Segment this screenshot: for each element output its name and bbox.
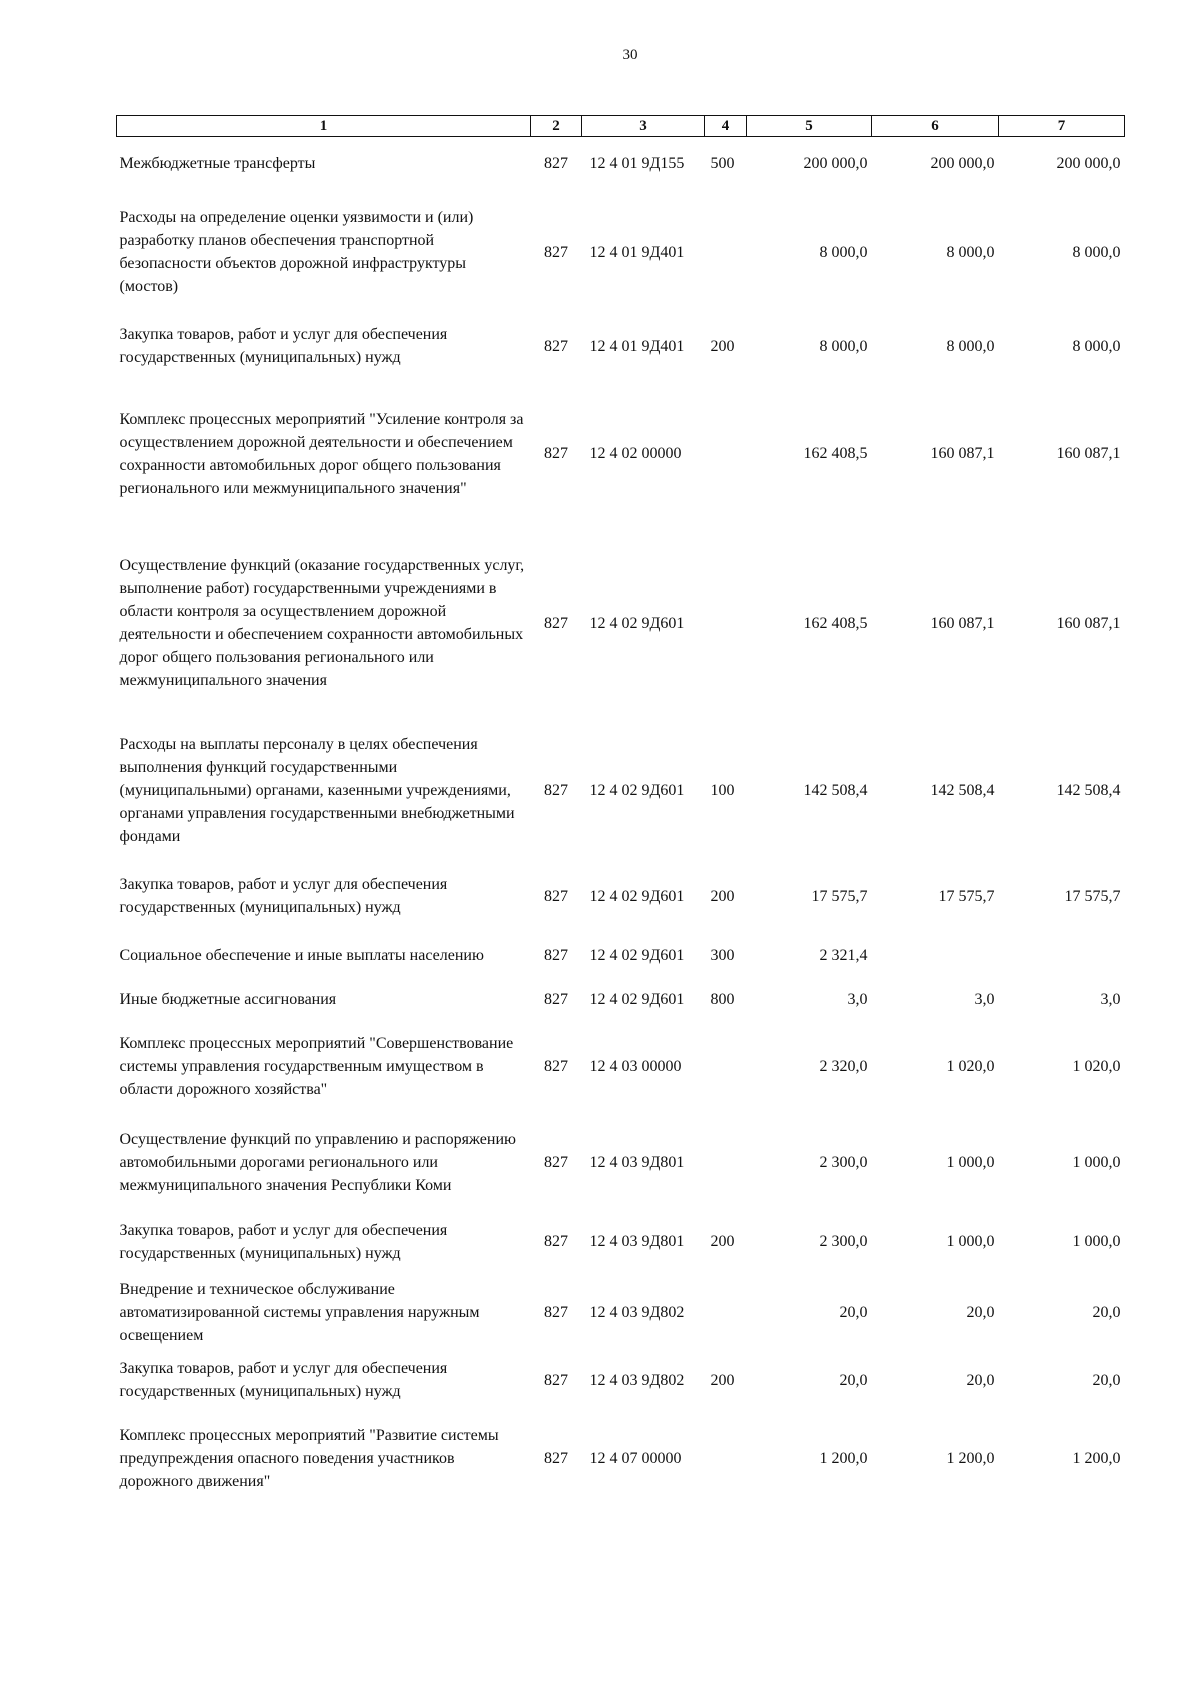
row-amount-year3: 200 000,0 <box>1056 154 1121 172</box>
row-amount-year1: 142 508,4 <box>803 781 868 799</box>
row-expense-type <box>705 530 747 717</box>
row-name: Закупка товаров, работ и услуг для обеспечения государственных (муниципальных) нужд <box>119 326 448 366</box>
column-header-6: 6 <box>872 116 999 137</box>
row-name: Комплекс процессных мероприятий "Усиление контроля за осуществлением дорожной деятельности и обеспечением сохранности автомобильных дорог общего пользования регионального или межмуниципального значения" <box>119 410 524 497</box>
row-expense-type: 100 <box>710 781 735 799</box>
row-name: Иные бюджетные ассигнования <box>119 991 337 1008</box>
table-body <box>117 137 1125 1507</box>
row-amount-year2: 20,0 <box>966 1303 995 1321</box>
row-admin-code: 827 <box>544 1058 568 1075</box>
row-amount-year1: 2 320,0 <box>819 1058 868 1075</box>
row-amount-year2: 142 508,4 <box>930 781 995 799</box>
table-row <box>117 1116 1125 1210</box>
row-expense-type: 200 <box>710 887 735 905</box>
row-amount-year3: 1 000,0 <box>1072 1233 1121 1250</box>
row-amount-year1: 17 575,7 <box>811 887 868 905</box>
column-header-7: 7 <box>999 116 1125 137</box>
row-amount-year2: 160 087,1 <box>930 614 995 632</box>
table-row <box>117 1410 1125 1507</box>
row-amount-year3: 20,0 <box>1092 1303 1121 1321</box>
row-amount-year1: 2 321,4 <box>819 946 868 964</box>
row-name: Закупка товаров, работ и услуг для обеспечения государственных (муниципальных) нужд <box>119 1221 448 1262</box>
row-expense-type <box>705 1410 747 1507</box>
row-amount-year3: 142 508,4 <box>1056 781 1121 799</box>
row-admin-code: 827 <box>544 1233 568 1250</box>
row-amount-year2: 1 020,0 <box>946 1058 995 1075</box>
row-admin-code: 827 <box>544 887 568 905</box>
row-name: Закупка товаров, работ и услуг для обеспечения государственных (муниципальных) нужд <box>119 876 448 916</box>
row-amount-year2: 8 000,0 <box>946 243 995 261</box>
table-row <box>117 1210 1125 1274</box>
row-target-code: 12 4 03 9Д801 <box>589 1233 685 1250</box>
row-amount-year3: 17 575,7 <box>1064 887 1121 905</box>
row-target-code: 12 4 02 9Д601 <box>589 946 685 964</box>
row-amount-year3 <box>999 929 1125 982</box>
row-admin-code: 827 <box>544 1371 568 1389</box>
row-admin-code: 827 <box>544 1449 568 1467</box>
row-admin-code: 827 <box>544 1303 568 1321</box>
row-amount-year1: 1 200,0 <box>819 1449 868 1467</box>
row-admin-code: 827 <box>544 781 568 799</box>
row-name: Расходы на выплаты персоналу в целях обеспечения выполнения функций государственными (муниципальными) органами, казенными учреждениями, органами управления государственными внебюджетными фондами <box>119 735 515 845</box>
row-expense-type <box>705 1274 747 1351</box>
table-row <box>117 864 1125 929</box>
page-number: 30 <box>622 47 638 63</box>
table-row <box>117 982 1125 1018</box>
row-name: Осуществление функций по управлению и распоряжению автомобильными дорогами регионального или межмуниципального значения Республики Коми <box>119 1131 516 1194</box>
row-target-code: 12 4 03 00000 <box>589 1058 682 1075</box>
column-header-3: 3 <box>582 116 705 137</box>
row-amount-year3: 20,0 <box>1092 1371 1121 1389</box>
row-amount-year2: 17 575,7 <box>938 887 995 905</box>
table-row <box>117 315 1125 378</box>
row-expense-type <box>705 1018 747 1116</box>
row-amount-year1: 2 300,0 <box>819 1233 868 1250</box>
row-target-code: 12 4 02 9Д601 <box>589 887 685 905</box>
row-name: Расходы на определение оценки уязвимости и (или) разработку планов обеспечения транспортной безопасности объектов дорожной инфраструктуры (мостов) <box>119 209 474 295</box>
row-amount-year1: 200 000,0 <box>803 154 868 172</box>
row-amount-year2: 1 200,0 <box>946 1449 995 1467</box>
row-amount-year1: 8 000,0 <box>819 243 868 261</box>
row-amount-year2: 1 000,0 <box>946 1154 995 1171</box>
row-admin-code: 827 <box>544 991 568 1008</box>
row-amount-year2: 160 087,1 <box>930 445 995 462</box>
row-admin-code: 827 <box>544 243 568 261</box>
row-admin-code: 827 <box>544 154 568 172</box>
row-amount-year1: 162 408,5 <box>803 614 868 632</box>
row-amount-year3: 1 020,0 <box>1072 1058 1121 1075</box>
column-header-1: 1 <box>117 116 531 137</box>
row-target-code: 12 4 01 9Д155 <box>589 154 685 172</box>
row-admin-code: 827 <box>544 614 568 632</box>
table-row <box>117 1274 1125 1351</box>
table-row <box>117 530 1125 717</box>
table-row <box>117 1351 1125 1410</box>
row-target-code: 12 4 02 9Д601 <box>589 781 685 799</box>
row-admin-code: 827 <box>544 946 568 964</box>
column-header-4: 4 <box>705 116 747 137</box>
row-amount-year2: 200 000,0 <box>930 154 995 172</box>
row-name: Внедрение и техническое обслуживание автоматизированной системы управления наружным освещением <box>119 1280 480 1344</box>
table-row <box>117 929 1125 982</box>
column-header-5: 5 <box>747 116 872 137</box>
row-expense-type: 200 <box>710 1371 735 1389</box>
row-amount-year3: 1 200,0 <box>1072 1449 1121 1467</box>
row-target-code: 12 4 03 9Д802 <box>589 1303 685 1321</box>
row-name: Осуществление функций (оказание государственных услуг, выполнение работ) государственными учреждениями в области контроля за осуществлением дорожной деятельности и обеспечением сохранности автомобильных дорог общего пользования регионального или межмуниципального значения <box>119 557 525 689</box>
table-row <box>117 378 1125 530</box>
row-expense-type: 500 <box>710 154 735 172</box>
row-amount-year1: 20,0 <box>839 1371 868 1389</box>
row-amount-year2 <box>872 929 999 982</box>
row-amount-year1: 162 408,5 <box>803 445 868 462</box>
row-expense-type: 300 <box>710 946 735 964</box>
row-target-code: 12 4 02 9Д601 <box>589 991 685 1008</box>
row-name: Закупка товаров, работ и услуг для обеспечения государственных (муниципальных) нужд <box>119 1360 448 1400</box>
row-amount-year3: 160 087,1 <box>1056 614 1121 632</box>
column-header-2: 2 <box>531 116 582 137</box>
row-name: Межбюджетные трансферты <box>119 154 316 172</box>
row-expense-type: 800 <box>710 991 735 1008</box>
row-expense-type <box>705 378 747 530</box>
row-amount-year2: 8 000,0 <box>946 337 995 355</box>
row-amount-year3: 1 000,0 <box>1072 1154 1121 1171</box>
row-expense-type <box>705 190 747 315</box>
row-expense-type <box>705 1116 747 1210</box>
row-expense-type: 200 <box>710 337 735 355</box>
row-target-code: 12 4 03 9Д801 <box>589 1154 685 1171</box>
row-target-code: 12 4 02 00000 <box>589 445 682 462</box>
row-amount-year1: 3,0 <box>847 991 868 1008</box>
row-amount-year1: 20,0 <box>839 1303 868 1321</box>
row-admin-code: 827 <box>544 337 568 355</box>
row-admin-code: 827 <box>544 1154 568 1171</box>
row-amount-year2: 20,0 <box>966 1371 995 1389</box>
row-amount-year3: 3,0 <box>1100 991 1121 1008</box>
table-row <box>117 190 1125 315</box>
row-amount-year2: 1 000,0 <box>946 1233 995 1250</box>
row-amount-year3: 160 087,1 <box>1056 445 1121 462</box>
row-amount-year1: 8 000,0 <box>819 337 868 355</box>
row-target-code: 12 4 01 9Д401 <box>589 243 685 261</box>
row-name: Социальное обеспечение и иные выплаты населению <box>119 946 484 964</box>
row-target-code: 12 4 03 9Д802 <box>589 1371 685 1389</box>
table-header <box>117 116 1125 137</box>
row-amount-year3: 8 000,0 <box>1072 243 1121 261</box>
table-row <box>117 137 1125 190</box>
row-expense-type: 200 <box>710 1233 735 1250</box>
row-admin-code: 827 <box>544 445 568 462</box>
row-amount-year3: 8 000,0 <box>1072 337 1121 355</box>
row-amount-year1: 2 300,0 <box>819 1154 868 1171</box>
row-name: Комплекс процессных мероприятий "Совершенствование системы управления государственным имуществом в области дорожного хозяйства" <box>119 1035 514 1098</box>
row-amount-year2: 3,0 <box>974 991 995 1008</box>
row-target-code: 12 4 02 9Д601 <box>589 614 685 632</box>
budget-table <box>116 115 1125 1507</box>
table-row <box>117 717 1125 864</box>
row-target-code: 12 4 01 9Д401 <box>589 337 685 355</box>
row-target-code: 12 4 07 00000 <box>589 1449 682 1467</box>
row-name: Комплекс процессных мероприятий "Развитие системы предупреждения опасного поведения участников дорожного движения" <box>119 1426 499 1490</box>
table-row <box>117 1018 1125 1116</box>
